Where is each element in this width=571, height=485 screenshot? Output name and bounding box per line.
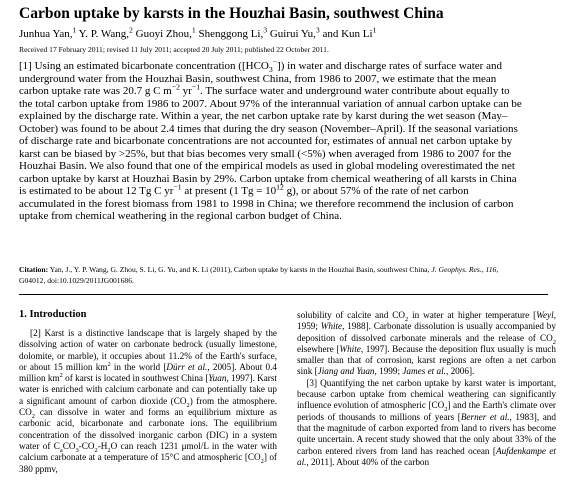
body-text: ] and the Earth's climate over periods of thousands to millions of years [ xyxy=(297,400,556,422)
subscript: 2 xyxy=(31,412,35,420)
abstract xyxy=(19,57,522,223)
citation-journal: J. Geophys. Res., xyxy=(431,265,484,274)
abstract-text: Using an estimated bicarbonate concentration ([HCO xyxy=(34,60,269,72)
body-text: , 1997]. Because the deposition flux usually is much smaller than that of corrosion, karst regions are often a net carbon sink [ xyxy=(297,343,556,377)
superscript: 1 xyxy=(196,82,201,92)
body-text: in the world [ xyxy=(110,361,167,372)
author-list xyxy=(19,27,559,41)
abstract-text: ]) in water and discharge rates of surface water and underground water from the Houzhai Basin, southwest China, from 1986 to 2007, we estimate that the mean carbon uptake rate was 20.7 g C m xyxy=(19,60,502,97)
subscript: 2 xyxy=(404,315,409,323)
subscript: 2 xyxy=(107,446,111,454)
author-name: Guirui Yu, xyxy=(269,28,316,40)
intro-paragraph xyxy=(19,328,277,475)
body-text: ] of 380 ppmv, xyxy=(19,452,277,474)
reference: Berner et al. xyxy=(460,411,510,422)
author-name: and Kun Li xyxy=(322,28,373,40)
body-text: , 2011]. About 40% of the carbon xyxy=(306,456,430,467)
affiliation-mark: 1 xyxy=(372,25,377,35)
subscript: 3 xyxy=(75,446,79,454)
reference: James et al. xyxy=(402,366,446,377)
citation-doi: G04012, doi:10.1029/2011JG001686. xyxy=(19,275,134,285)
superscript: 12 xyxy=(276,182,284,192)
abstract-text: g), or about 57% of the rate of net carbon accumulated in the forest biomass from 1981 to 1998 in China; we therefore recommend the inclusion of carbon uptake from chemical weathering in the regional carbon budget of China. xyxy=(19,185,514,222)
affiliation-mark: 3 xyxy=(315,25,320,35)
body-text: , 1983], and that the magnitude of carbon exported from land to rivers has become quite uncertain. A recent study showed that the only about 33% of the carbon entered rivers from land has reached ocean [ xyxy=(297,411,556,456)
paragraph-number: [2] xyxy=(30,328,41,338)
subscript: 3 xyxy=(268,65,273,75)
body-text: in water at higher temperature [ xyxy=(408,310,537,320)
left-column xyxy=(19,308,277,475)
superscript: −1 xyxy=(173,182,182,192)
reference: Yuan xyxy=(208,373,227,384)
affiliation-mark: 3 xyxy=(263,25,268,35)
paper-title: Carbon uptake by karsts in the Houzhai Basin, southwest China xyxy=(19,5,444,22)
subscript: 2 xyxy=(186,401,190,409)
right-column xyxy=(297,310,556,468)
section-heading: 1. Introduction xyxy=(19,309,87,320)
affiliation-mark: 1 xyxy=(191,25,196,35)
superscript: − xyxy=(171,82,177,92)
body-text: , 2005]. About 0.4 million km xyxy=(19,361,277,384)
author-name: Y. P. Wang, xyxy=(78,28,130,40)
abstract-text: at present (1 Tg = 10 xyxy=(181,185,277,197)
body-text: , 2006]. xyxy=(445,366,475,377)
subscript: 2 xyxy=(552,338,556,346)
body-text: -H xyxy=(97,440,108,451)
author-name: Shenggong Li, xyxy=(198,28,264,40)
citation xyxy=(19,265,522,286)
body-paragraph xyxy=(297,310,556,378)
author-name: Guoyi Zhou, xyxy=(135,28,192,40)
body-text: O can reach 1231 μmol/L in the water with calcium carbonate at a temperature of 15°C and atmospheric [CO xyxy=(19,440,277,463)
body-text: , 1999; xyxy=(374,366,403,377)
body-text: -CO xyxy=(78,440,95,451)
body-text: Karst is a distinctive landscape that is largely shaped by the dissolving action of water on carbonate bedrock (usually limestone, dolomite, or marble), it occupies about 11.2% of the Earth's surface, or about 15 million km xyxy=(19,328,278,372)
superscript: − xyxy=(191,82,197,92)
body-text: , 1997]. Karst water is enriched with calcium carbonate and can potentially take up a significant amount of carbon dioxide (CO xyxy=(19,373,277,406)
body-text: can dissolve in water and forms an equilibrium mixture as carbonic acid, bicarbonate and carbonate ions. The equilibrium concentration of the dissolved inorganic carbon (DIC) in a system water of C xyxy=(19,407,277,451)
abstract-text: . The surface water and underground water contribute about equally to the total carbon uptake from 1986 to 2007. About 97% of the interannual variation of annual carbon uptake can be explained by the discharge rate. Within a year, the net carbon uptake rate by karst during the wet season (May–October) was found to be about 2.4 times that during the dry season (November–April). If the seasonal variations of discharge rate and bicarbonate concentrations are not accounted for, estimates of annual net carbon uptake by karst can be biased by >25%, but that bias becomes very small (<5%) when averaged from 1986 to 2007 for the Houzhai Basin. We also found that one of the empirical models as used in global modeling overestimated the net carbon uptake by karst at Houzhai Basin by 29%. Carbon uptake from chemical weathering of all karsts in China is estimated to be about 12 Tg C yr xyxy=(19,85,522,197)
body-text: CO xyxy=(62,440,76,451)
subscript: a xyxy=(59,446,63,454)
abstract-paragraph xyxy=(19,57,522,223)
subscript: 2 xyxy=(94,446,98,454)
body-text: elsewhere [ xyxy=(297,343,340,354)
paragraph-number: [3] xyxy=(306,377,318,388)
body-text: solubility of calcite and CO xyxy=(297,310,405,320)
affiliation-mark: 1 xyxy=(72,25,77,35)
paragraph-number: [1] xyxy=(19,60,32,72)
subscript: 2 xyxy=(260,458,264,466)
body-text: Quantifying the net carbon uptake by karst water is important, because carbon uptake from chemical weathering can significantly influence evolution of atmospheric [CO xyxy=(297,377,557,411)
superscript: 2 xyxy=(59,372,63,380)
citation-label: Citation: xyxy=(19,265,49,274)
reference: Aufdenkampe et al. xyxy=(297,445,556,467)
reference: Weyl xyxy=(536,310,554,320)
body-text: , 1988]. Carbonate dissolution is usually accompanied by deposition of dissolved carbonate minerals and the release of CO xyxy=(297,321,556,343)
superscript: 2 xyxy=(107,360,111,368)
subscript: 2 xyxy=(444,406,448,414)
superscript: − xyxy=(272,57,278,67)
reference: Dürr et al. xyxy=(166,361,208,372)
citation-text: Yan, J., Y. P. Wang, G. Zhou, S. Li, G. Yu, and K. Li (2011), Carbon uptake by karsts in the Houzhai Basin, southwest China, xyxy=(49,265,430,274)
affiliation-mark: 2 xyxy=(129,25,133,35)
body-paragraph xyxy=(297,378,556,468)
body-text: ) from the atmosphere. CO xyxy=(19,395,278,418)
reference: Jiang and Yuan xyxy=(317,366,375,377)
reference: White xyxy=(320,321,343,332)
received-dates: Received 17 February 2011; revised 11 July 2011; accepted 20 July 2011; published 22 October 2011. xyxy=(19,45,329,54)
body-text: of karst is located in southwest China [ xyxy=(62,373,209,384)
author-name: Junhua Yan, xyxy=(19,28,73,40)
superscript: 2 xyxy=(176,82,180,92)
reference: White xyxy=(339,343,361,354)
citation-volume: 116, xyxy=(485,265,499,274)
section-divider xyxy=(19,294,548,295)
abstract-text: yr xyxy=(179,85,192,97)
body-text: , 1959; xyxy=(297,310,556,332)
